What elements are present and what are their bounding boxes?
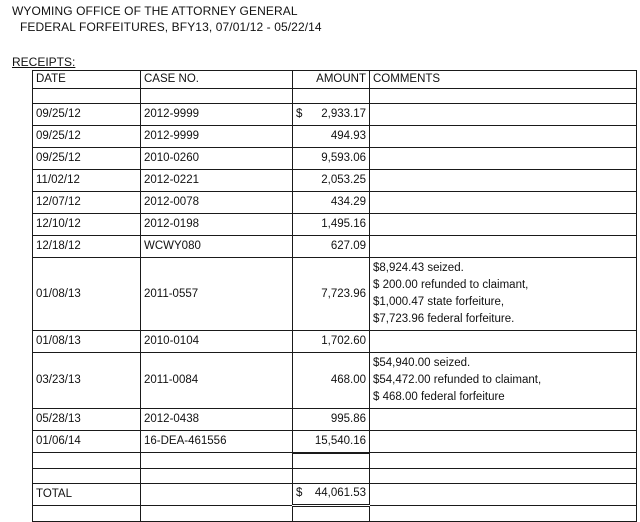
amount-value: 7,723.96: [321, 287, 366, 300]
date-cell: 09/25/12: [33, 104, 141, 126]
date-cell: 09/25/12: [33, 148, 141, 170]
case-number-cell: 2012-0221: [141, 170, 293, 192]
spacer-row: [33, 468, 637, 483]
date-cell: 03/23/13: [33, 353, 141, 409]
case-number-cell: 16-DEA-461556: [141, 431, 293, 453]
comments-cell: [370, 258, 637, 331]
amount-value: 434.29: [330, 196, 366, 208]
amount-cell: [293, 148, 370, 170]
date-cell: 05/28/13: [33, 409, 141, 431]
currency-symbol: $: [296, 487, 303, 499]
comments-cell: [370, 104, 637, 126]
amount-cell: [293, 104, 370, 126]
amount-cell: [293, 236, 370, 258]
date-cell: 11/02/12: [33, 170, 141, 192]
amount-value: 627.09: [330, 240, 366, 252]
comments-cell: [370, 431, 637, 453]
date-cell: 12/18/12: [33, 236, 141, 258]
case-number-cell: 2011-0084: [141, 353, 293, 409]
table-row: [33, 409, 637, 431]
amount-cell: [293, 409, 370, 431]
date-cell: 09/25/12: [33, 126, 141, 148]
comments-cell: [370, 236, 637, 258]
case-number-cell: 2012-9999: [141, 104, 293, 126]
total-label: TOTAL: [33, 483, 141, 505]
report-subtitle: FEDERAL FORFEITURES, BFY13, 07/01/12 - 05/22/14: [20, 20, 322, 34]
spacer-row: [33, 505, 637, 521]
table-row: [33, 258, 637, 331]
comment-line: $54,472.00 refunded to claimant,: [373, 374, 542, 386]
date-cell: 01/08/13: [33, 258, 141, 331]
table-row: [33, 126, 637, 148]
column-header-amount: AMOUNT: [293, 71, 370, 89]
amount-value: 468.00: [330, 374, 366, 386]
amount-value: 2,053.25: [321, 174, 366, 186]
amount-cell: [293, 331, 370, 353]
amount-cell: [293, 431, 370, 453]
case-number-cell: 2011-0557: [141, 258, 293, 331]
comments-cell: [370, 409, 637, 431]
amount-value: 15,540.16: [314, 434, 366, 447]
amount-cell: [293, 192, 370, 214]
comments-cell: [370, 331, 637, 353]
case-number-cell: 2012-9999: [141, 126, 293, 148]
comment-line: $ 468.00 federal forfeiture: [373, 391, 505, 403]
table-row: [33, 236, 637, 258]
comments-cell: [370, 192, 637, 214]
office-title: WYOMING OFFICE OF THE ATTORNEY GENERAL: [12, 4, 298, 18]
comments-cell: [370, 214, 637, 236]
currency-symbol: $: [296, 108, 303, 120]
amount-cell: [293, 353, 370, 409]
comment-line: $54,940.00 seized.: [373, 357, 471, 369]
comments-cell: [370, 148, 637, 170]
empty-cell: [370, 483, 637, 505]
amount-cell: [293, 214, 370, 236]
case-number-cell: 2012-0438: [141, 409, 293, 431]
table-row: [33, 353, 637, 409]
case-number-cell: 2012-0198: [141, 214, 293, 236]
column-header-case: CASE NO.: [141, 71, 293, 89]
comment-line: $ 200.00 refunded to claimant,: [373, 279, 529, 291]
comment-line: $1,000.47 state forfeiture,: [373, 296, 505, 308]
amount-value: 1,702.60: [321, 335, 366, 347]
header-row: [33, 71, 637, 89]
comment-line: $8,924.43 seized.: [373, 262, 464, 274]
table-row: [33, 148, 637, 170]
table-row: [33, 192, 637, 214]
amount-value: 494.93: [330, 130, 366, 142]
comments-cell: [370, 126, 637, 148]
amount-value: 995.86: [330, 413, 366, 425]
amount-value: 2,933.17: [321, 108, 366, 120]
table-row: [33, 104, 637, 126]
case-number-cell: 2010-0104: [141, 331, 293, 353]
comment-line: $7,723.96 federal forfeiture.: [373, 313, 515, 325]
table-row: [33, 331, 637, 353]
case-number-cell: 2010-0260: [141, 148, 293, 170]
case-number-cell: 2012-0078: [141, 192, 293, 214]
amount-cell: [293, 126, 370, 148]
amount-value: 9,593.06: [321, 152, 366, 164]
table-row: [33, 170, 637, 192]
date-cell: 12/07/12: [33, 192, 141, 214]
spacer-row: [33, 89, 637, 104]
total-row: [33, 483, 637, 505]
section-title: RECEIPTS:: [12, 55, 76, 69]
amount-cell: [293, 170, 370, 192]
column-header-date: DATE: [33, 71, 141, 89]
total-amount-value: 44,061.53: [314, 487, 366, 499]
total-amount-cell: [293, 483, 370, 505]
column-header-comments: COMMENTS: [370, 71, 637, 89]
receipts-table: [32, 70, 637, 522]
date-cell: 01/06/14: [33, 431, 141, 453]
comments-cell: [370, 353, 637, 409]
table-row: [33, 214, 637, 236]
spacer-row: [33, 453, 637, 469]
amount-value: 1,495.16: [321, 218, 366, 230]
case-number-cell: WCWY080: [141, 236, 293, 258]
comments-cell: [370, 170, 637, 192]
amount-cell: [293, 258, 370, 331]
date-cell: 12/10/12: [33, 214, 141, 236]
table-row: [33, 431, 637, 453]
date-cell: 01/08/13: [33, 331, 141, 353]
empty-cell: [141, 483, 293, 505]
